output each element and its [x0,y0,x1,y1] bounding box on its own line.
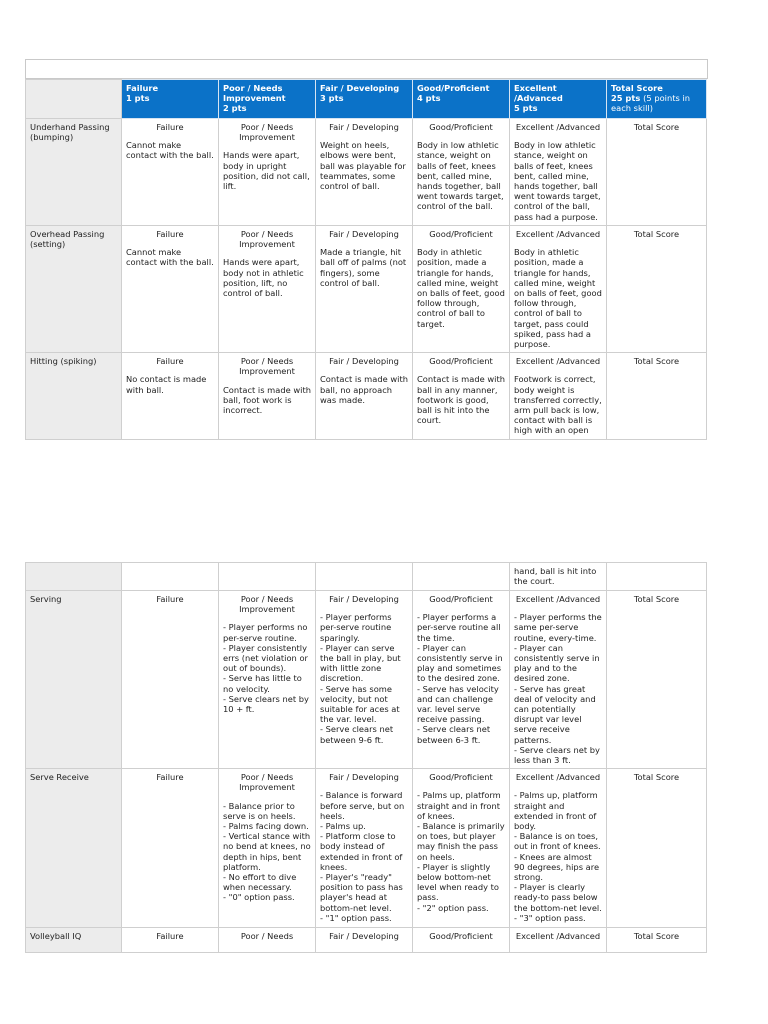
rubric-table-page1 [25,79,706,440]
cell-description: - Palms up, platform straight and in front of knees. - Balance is primarily on toes, but player may finish the pass on heels. - Player is slightly below bottom-net level when ready to pass. - "2" option pass. [417,790,505,913]
cell-level-label: Poor / Needs Improvement [239,229,295,250]
header-level-failure: Failure 1 pts [122,80,219,119]
rubric-cell [219,119,316,226]
continuation-excellent-cell: hand, ball is hit into the court. [510,563,607,591]
cell-description: Cannot make contact with the ball. [126,247,214,268]
cell-description: Body in athletic position, made a triangle for hands, called mine, weight on balls of feet, good follow through, control of ball to target. [417,247,505,329]
rubric-cell [413,119,510,226]
cell-level-label: Good/Proficient [429,772,493,783]
cell-description: - Player performs no per-serve routine. - Player consistently errs (net violation or out of bounds). - Serve has little to no velocity. - Serve clears net by 10 + ft. [223,622,309,715]
cell-level-label: Failure [156,594,184,604]
total-score-cell: Total Score [607,769,707,928]
cell-description: - Balance is forward before serve, but on heels. - Palms up. - Platform close to body instead of extended in front of knees. - Player's "ready" position to pass has player's head at bottom-net level. - "1" option pass. [320,790,405,923]
cell-description: No contact is made with ball. [126,374,207,395]
cell-level-label: Fair / Developing [329,594,399,604]
rubric-cell [122,119,219,226]
rubric-cell [316,119,413,226]
cell-level-label: Excellent /Advanced [515,594,601,604]
header-level-fair: Fair / Developing 3 pts [316,80,413,119]
continuation-row [26,563,707,591]
cell-description: Hands were apart, body not in athletic position, lift, no control of ball. [223,257,304,299]
header-total-score: Total Score 25 pts (5 points in each skill) [607,80,707,119]
rubric-cell [510,119,607,226]
skill-name: Overhead Passing (setting) [26,226,122,353]
rubric-cell [219,591,316,769]
continuation-skill-cell [26,563,122,591]
rubric-cell [316,591,413,769]
cell-description: Body in low athletic stance, weight on balls of feet, knees bent, called mine, hands together, ball went towards target, control of the ball. [417,140,504,212]
header-row [26,80,707,119]
rubric-cell [510,769,607,928]
rubric-cell [316,928,413,953]
rubric-table-page2 [25,562,706,953]
cell-level-label: Good/Proficient [429,594,493,604]
cell-description: Weight on heels, elbows were bent, ball was playable for teammates, some control of ball. [320,140,406,192]
cell-level-label: Fair / Developing [329,772,399,783]
cell-level-label: Poor / Needs Improvement [239,122,295,143]
cell-level-label: Fair / Developing [329,356,399,367]
cell-description: Footwork is correct, body weight is transferred correctly, arm pull back is low, contact with ball is high with an open [514,374,602,436]
rubric-row [26,769,707,928]
cell-description: - Player performs per-serve routine sparingly. - Player can serve the ball in play, but with little zone discretion. - Serve has some velocity, but not suitable for aces at the var. level. - Serve clears net between 9-6 ft. [320,612,401,745]
rubric-cell [316,769,413,928]
cell-level-label: Poor / Needs Improvement [239,594,295,615]
cell-level-label: Good/Proficient [429,931,493,942]
continuation-cell [316,563,413,591]
cell-description: Made a triangle, hit ball off of palms (not fingers), some control of ball. [320,247,407,288]
rubric-cell [510,353,607,440]
cell-level-label: Good/Proficient [429,229,493,239]
cell-level-label: Failure [156,772,184,783]
rubric-row [26,928,707,953]
rubric-row [26,119,707,226]
cell-level-label: Failure [156,229,184,239]
rubric-cell [413,769,510,928]
rubric-cell [510,928,607,953]
cell-description: - Player performs the same per-serve routine, every-time. - Player can consistently serve in play and to the desired zone. - Serve has great deal of velocity and can potentially disrupt var level serve receive patterns. - Serve clears net by less than 3 ft. [514,612,602,766]
rubric-cell [122,353,219,440]
skill-name: Serve Receive [26,769,122,928]
cell-level-label: Poor / Needs Improvement [239,772,295,793]
cell-description: Hands were apart, body in upright position, did not call, lift. [223,150,310,192]
cell-description: Contact is made with ball, foot work is incorrect. [223,384,311,416]
skill-name: Hitting (spiking) [26,353,122,440]
rubric-cell [219,928,316,953]
continuation-cell [122,563,219,591]
total-score-cell: Total Score [607,928,707,953]
skill-name: Volleyball IQ [26,928,122,953]
cell-level-label: Poor / Needs Improvement [239,356,295,377]
cell-description: Contact is made with ball in any manner, footwork is good, ball is hit into the court. [417,374,505,426]
rubric-cell [413,226,510,353]
rubric-cell [510,591,607,769]
cell-level-label: Failure [156,122,184,132]
total-score-cell: Total Score [607,119,707,226]
rubric-cell [316,353,413,440]
continuation-cell [413,563,510,591]
header-level-good: Good/Proficient 4 pts [413,80,510,119]
rubric-row [26,591,707,769]
rubric-cell [219,353,316,440]
cell-description: Body in athletic position, made a triangle for hands, called mine, weight on balls of feet, good follow through, control of ball to target, pass could spiked, pass had a purpose. [514,247,602,350]
rubric-row [26,226,707,353]
rubric-cell [122,226,219,353]
cell-level-label: Fair / Developing [329,931,399,942]
cell-level-label: Excellent /Advanced [515,772,601,783]
cell-description: Cannot make contact with the ball. [126,140,214,161]
cell-level-label: Fair / Developing [329,122,399,132]
cell-level-label: Fair / Developing [329,229,399,239]
skill-name: Serving [26,591,122,769]
cell-level-label: Excellent /Advanced [515,122,601,132]
title-bar [25,59,708,79]
cell-description: Contact is made with ball, no approach was made. [320,374,408,405]
rubric-row [26,353,707,440]
rubric-cell [413,928,510,953]
total-score-cell: Total Score [607,591,707,769]
rubric-cell [510,226,607,353]
cell-description: - Balance prior to serve is on heels. - Palms facing down. - Vertical stance with no bend at knees, no depth in hips, bent platform. - No effort to dive when necessary. - "0" option pass. [223,800,311,903]
cell-description: Body in low athletic stance, weight on balls of feet, knees bent, called mine, hands together, ball went towards target, control of the ball, pass had a purpose. [514,140,601,222]
continuation-cell [607,563,707,591]
cell-level-label: Excellent /Advanced [515,229,601,239]
header-level-excellent: Excellent /Advanced 5 pts [510,80,607,119]
cell-level-label: Failure [156,356,184,367]
cell-level-label: Poor / Needs [240,931,294,942]
header-corner [26,80,122,119]
rubric-cell [122,591,219,769]
rubric-cell [413,353,510,440]
rubric-cell [122,928,219,953]
rubric-cell [219,769,316,928]
continuation-cell [219,563,316,591]
rubric-cell [413,591,510,769]
rubric-cell [219,226,316,353]
rubric-cell [316,226,413,353]
skill-name: Underhand Passing (bumping) [26,119,122,226]
total-score-cell: Total Score [607,353,707,440]
cell-level-label: Good/Proficient [429,122,493,132]
cell-level-label: Excellent /Advanced [515,356,601,367]
cell-level-label: Failure [156,931,184,942]
cell-description: - Player performs a per-serve routine all the time. - Player can consistently serve in play and sometimes to the desired zone. - Serve has velocity and can challenge var. level serve receive passing. - Serve clears net between 6-3 ft. [417,612,503,745]
total-score-cell: Total Score [607,226,707,353]
cell-level-label: Excellent /Advanced [515,931,601,942]
cell-level-label: Good/Proficient [429,356,493,367]
cell-description: - Palms up, platform straight and extended in front of body. - Balance is on toes, out in front of knees. - Knees are almost 90 degrees, hips are strong. - Player is clearly ready-to pass below the bottom-net level. - "3" option pass. [514,790,602,923]
rubric-cell [122,769,219,928]
header-level-poor: Poor / Needs Improvement 2 pts [219,80,316,119]
